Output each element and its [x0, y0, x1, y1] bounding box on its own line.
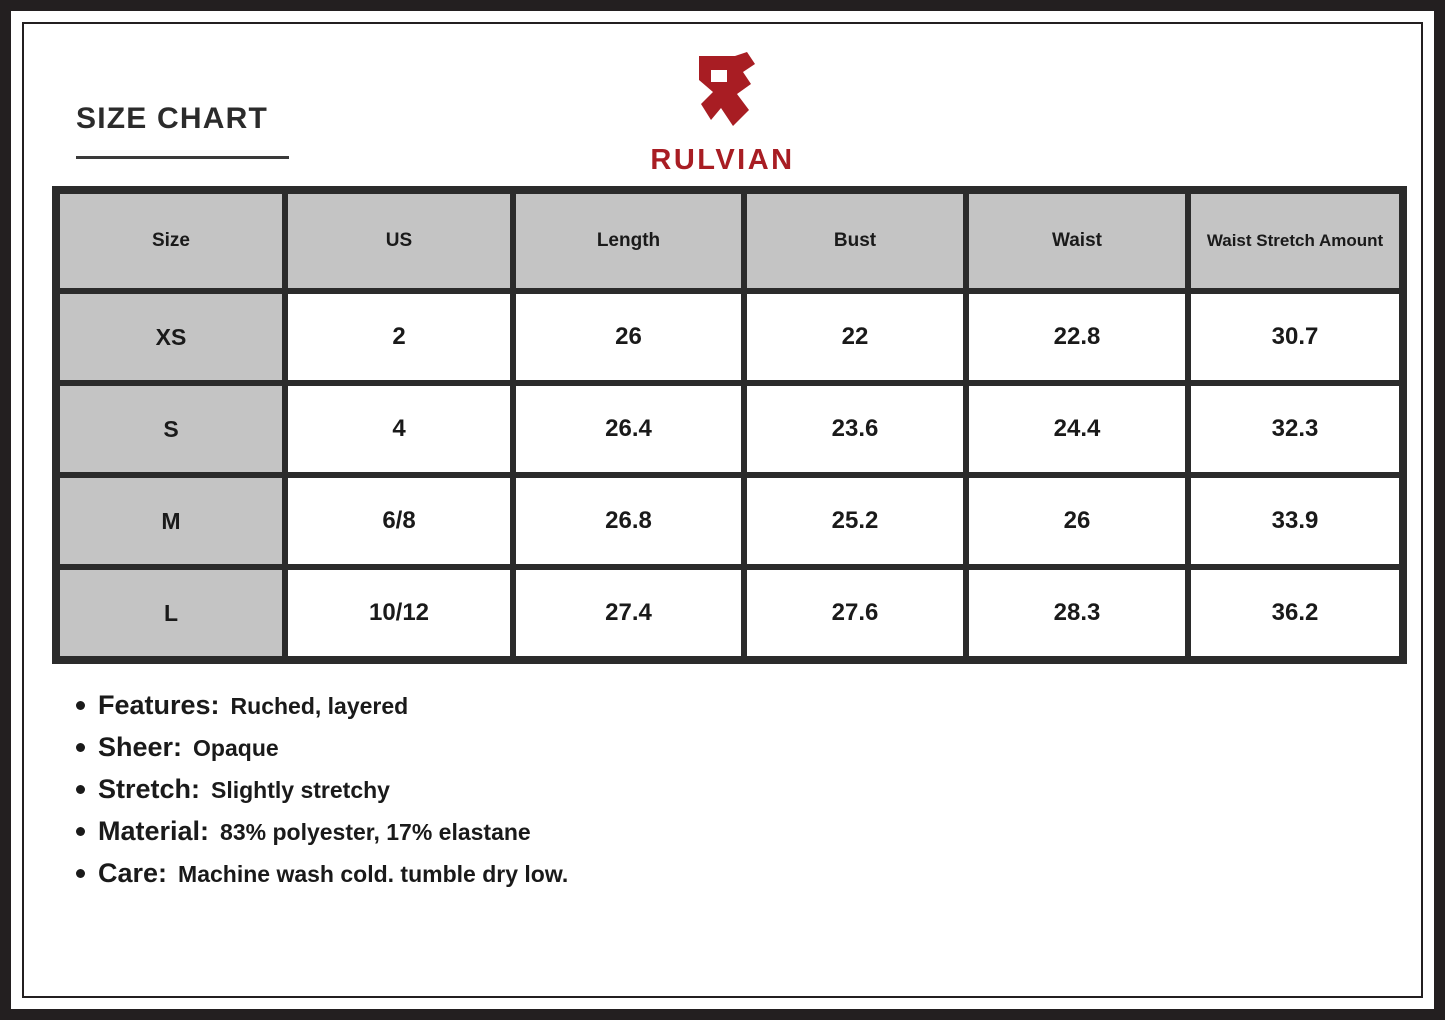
detail-label: Stretch:	[98, 774, 201, 804]
brand-lockup	[24, 50, 1421, 177]
cell-bust: 22	[744, 291, 966, 383]
cell-us: 6/8	[285, 475, 513, 567]
bullet-dot-icon	[76, 701, 85, 710]
product-details-list	[76, 690, 1421, 889]
detail-label: Care:	[98, 858, 168, 888]
size-table	[52, 186, 1407, 664]
detail-value: 83% polyester, 17% elastane	[220, 819, 531, 845]
header	[24, 24, 1421, 174]
cell-us: 10/12	[285, 567, 513, 659]
column-header-waist: Waist	[966, 191, 1188, 291]
rulvian-r-monogram-icon	[677, 50, 769, 138]
column-header-length: Length	[513, 191, 744, 291]
bullet-dot-icon	[76, 827, 85, 836]
cell-length: 26.4	[513, 383, 744, 475]
detail-value: Ruched, layered	[230, 693, 409, 719]
cell-length: 26.8	[513, 475, 744, 567]
bullet-dot-icon	[76, 743, 85, 752]
column-header-us: US	[285, 191, 513, 291]
cell-waist: 28.3	[966, 567, 1188, 659]
cell-size: L	[57, 567, 285, 659]
table-header-row	[57, 191, 1402, 291]
cell-size: XS	[57, 291, 285, 383]
column-header-size: Size	[57, 191, 285, 291]
bullet-dot-icon	[76, 785, 85, 794]
cell-us: 2	[285, 291, 513, 383]
cell-waist: 26	[966, 475, 1188, 567]
detail-label: Features:	[98, 690, 220, 720]
cell-bust: 25.2	[744, 475, 966, 567]
column-header-waist-stretch-amount: Waist Stretch Amount	[1188, 191, 1402, 291]
table-row	[57, 383, 1402, 475]
cell-waist-stretch: 33.9	[1188, 475, 1402, 567]
list-item	[76, 732, 1421, 763]
table-row	[57, 291, 1402, 383]
cell-waist-stretch: 32.3	[1188, 383, 1402, 475]
list-item	[76, 774, 1421, 805]
detail-value: Slightly stretchy	[211, 777, 390, 803]
cell-waist: 22.8	[966, 291, 1188, 383]
bullet-dot-icon	[76, 869, 85, 878]
list-item	[76, 690, 1421, 721]
cell-length: 27.4	[513, 567, 744, 659]
table-row	[57, 475, 1402, 567]
page-title: SIZE CHART	[76, 102, 268, 135]
cell-bust: 27.6	[744, 567, 966, 659]
list-item	[76, 816, 1421, 847]
cell-waist: 24.4	[966, 383, 1188, 475]
page-inner-frame	[22, 22, 1423, 998]
cell-waist-stretch: 36.2	[1188, 567, 1402, 659]
list-item	[76, 858, 1421, 889]
cell-size: M	[57, 475, 285, 567]
cell-size: S	[57, 383, 285, 475]
cell-waist-stretch: 30.7	[1188, 291, 1402, 383]
detail-label: Sheer:	[98, 732, 183, 762]
brand-name: RULVIAN	[650, 144, 795, 176]
detail-value: Opaque	[193, 735, 279, 761]
cell-length: 26	[513, 291, 744, 383]
detail-label: Material:	[98, 816, 210, 846]
cell-us: 4	[285, 383, 513, 475]
size-table-container	[52, 186, 1393, 664]
column-header-bust: Bust	[744, 191, 966, 291]
detail-value: Machine wash cold. tumble dry low.	[178, 861, 569, 887]
table-row	[57, 567, 1402, 659]
cell-bust: 23.6	[744, 383, 966, 475]
